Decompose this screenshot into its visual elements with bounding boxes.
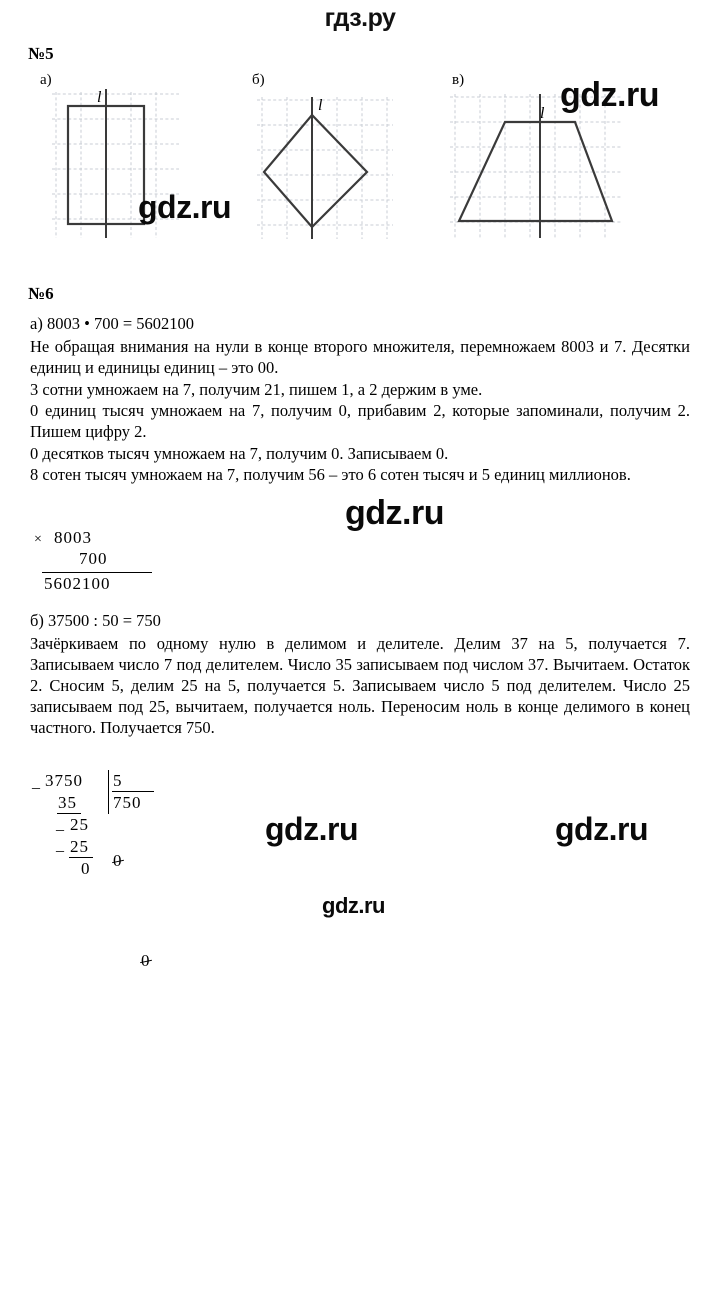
division-vertical-bar bbox=[108, 770, 109, 814]
site-logo: гдз.ру bbox=[324, 4, 396, 32]
division-minus-3: _ bbox=[56, 837, 64, 854]
grid-lines-b bbox=[257, 97, 393, 239]
figure-c-label: в) bbox=[452, 72, 465, 88]
division-minus-1: _ bbox=[32, 774, 40, 791]
quotient: 750 bbox=[113, 793, 142, 812]
figure-c-axis-label: l bbox=[540, 105, 545, 122]
watermark-4: gdz.ru bbox=[265, 811, 358, 847]
part-a-paragraph-1: Не обращая внимания на нули в конце второго множителя, перемножаем 8003 и 7. Десятки единиц и единицы единиц – это 00. bbox=[30, 337, 690, 377]
product: 5602100 bbox=[44, 574, 111, 593]
figure-a-label: а) bbox=[40, 72, 52, 88]
part-a-paragraph-4: 0 десятков тысяч умножаем на 7, получим 0. Записываем 0. bbox=[30, 444, 449, 463]
figure-b-label: б) bbox=[252, 72, 265, 88]
multiplicand: 8003 bbox=[54, 528, 92, 547]
dividend-struck-zero: 0 bbox=[113, 851, 123, 870]
figure-a-axis-label: l bbox=[97, 89, 102, 106]
part-a-paragraph-3: 0 единиц тысяч умножаем на 7, получим 0, прибавим 2, которые запоминали, получим 2. Пишем цифру 2. bbox=[30, 401, 690, 441]
figure-b-svg bbox=[255, 95, 395, 241]
part-a-paragraph-2: 3 сотни умножаем на 7, получим 21, пишем 1, а 2 держим в уме. bbox=[30, 380, 483, 399]
part-b-expression: б) 37500 : 50 = 750 bbox=[30, 611, 161, 630]
problem-5-number: №5 bbox=[28, 44, 54, 63]
column-multiplication bbox=[30, 528, 230, 598]
part-a-expression: а) 8003 • 700 = 5602100 bbox=[30, 314, 195, 333]
problem-6-number: №6 bbox=[28, 284, 54, 303]
figure-b-axis-label: l bbox=[318, 97, 323, 114]
division-minus-2: _ bbox=[56, 816, 64, 833]
multiplier: 700 bbox=[79, 549, 108, 568]
divisor-struck-zero: 0 bbox=[141, 951, 151, 970]
watermark-1: gdz.ru bbox=[560, 76, 659, 114]
division-step-3: 25 bbox=[70, 837, 89, 856]
watermark-2: gdz.ru bbox=[138, 189, 231, 225]
trapezoid-shape bbox=[459, 122, 612, 221]
part-b-paragraph-1: Зачёркиваем по одному нулю в делимом и делителе. Делим 37 на 5, получается 7. Записываем число 7 под делителем. Число 35 записываем под числом 37. Вычитаем. Остаток 2. Сносим 5, делим 25 на 5, получается 5. Записываем число 5 под делителем. Число 25 записываем под 25, вычитаем, получается ноль. Переносим ноль в конце делимого в конец частного. Получается 750. bbox=[30, 634, 690, 737]
division-remainder: 0 bbox=[81, 859, 91, 878]
figure-b-rhombus bbox=[255, 95, 395, 241]
watermark-5: gdz.ru bbox=[555, 811, 648, 847]
multiplication-sign: × bbox=[34, 532, 42, 547]
division-step-3-rule bbox=[69, 857, 93, 858]
division-step-2: 25 bbox=[70, 815, 89, 834]
watermark-3: gdz.ru bbox=[345, 494, 444, 532]
division-step-1: 35 bbox=[58, 793, 77, 812]
rhombus-shape bbox=[264, 115, 367, 227]
part-a-paragraph-5: 8 сотен тысяч умножаем на 7, получим 56 – это 6 сотен тысяч и 5 единиц миллионов. bbox=[30, 465, 631, 484]
long-division bbox=[28, 771, 248, 970]
multiplication-rule bbox=[42, 572, 152, 573]
divisor-rule bbox=[112, 791, 154, 792]
divisor-digits: 5 bbox=[113, 771, 123, 790]
division-step-1-rule bbox=[57, 813, 81, 814]
watermark-6: gdz.ru bbox=[322, 893, 385, 918]
grid-lines-c bbox=[450, 94, 622, 238]
dividend-digits: 3750 bbox=[45, 771, 83, 790]
